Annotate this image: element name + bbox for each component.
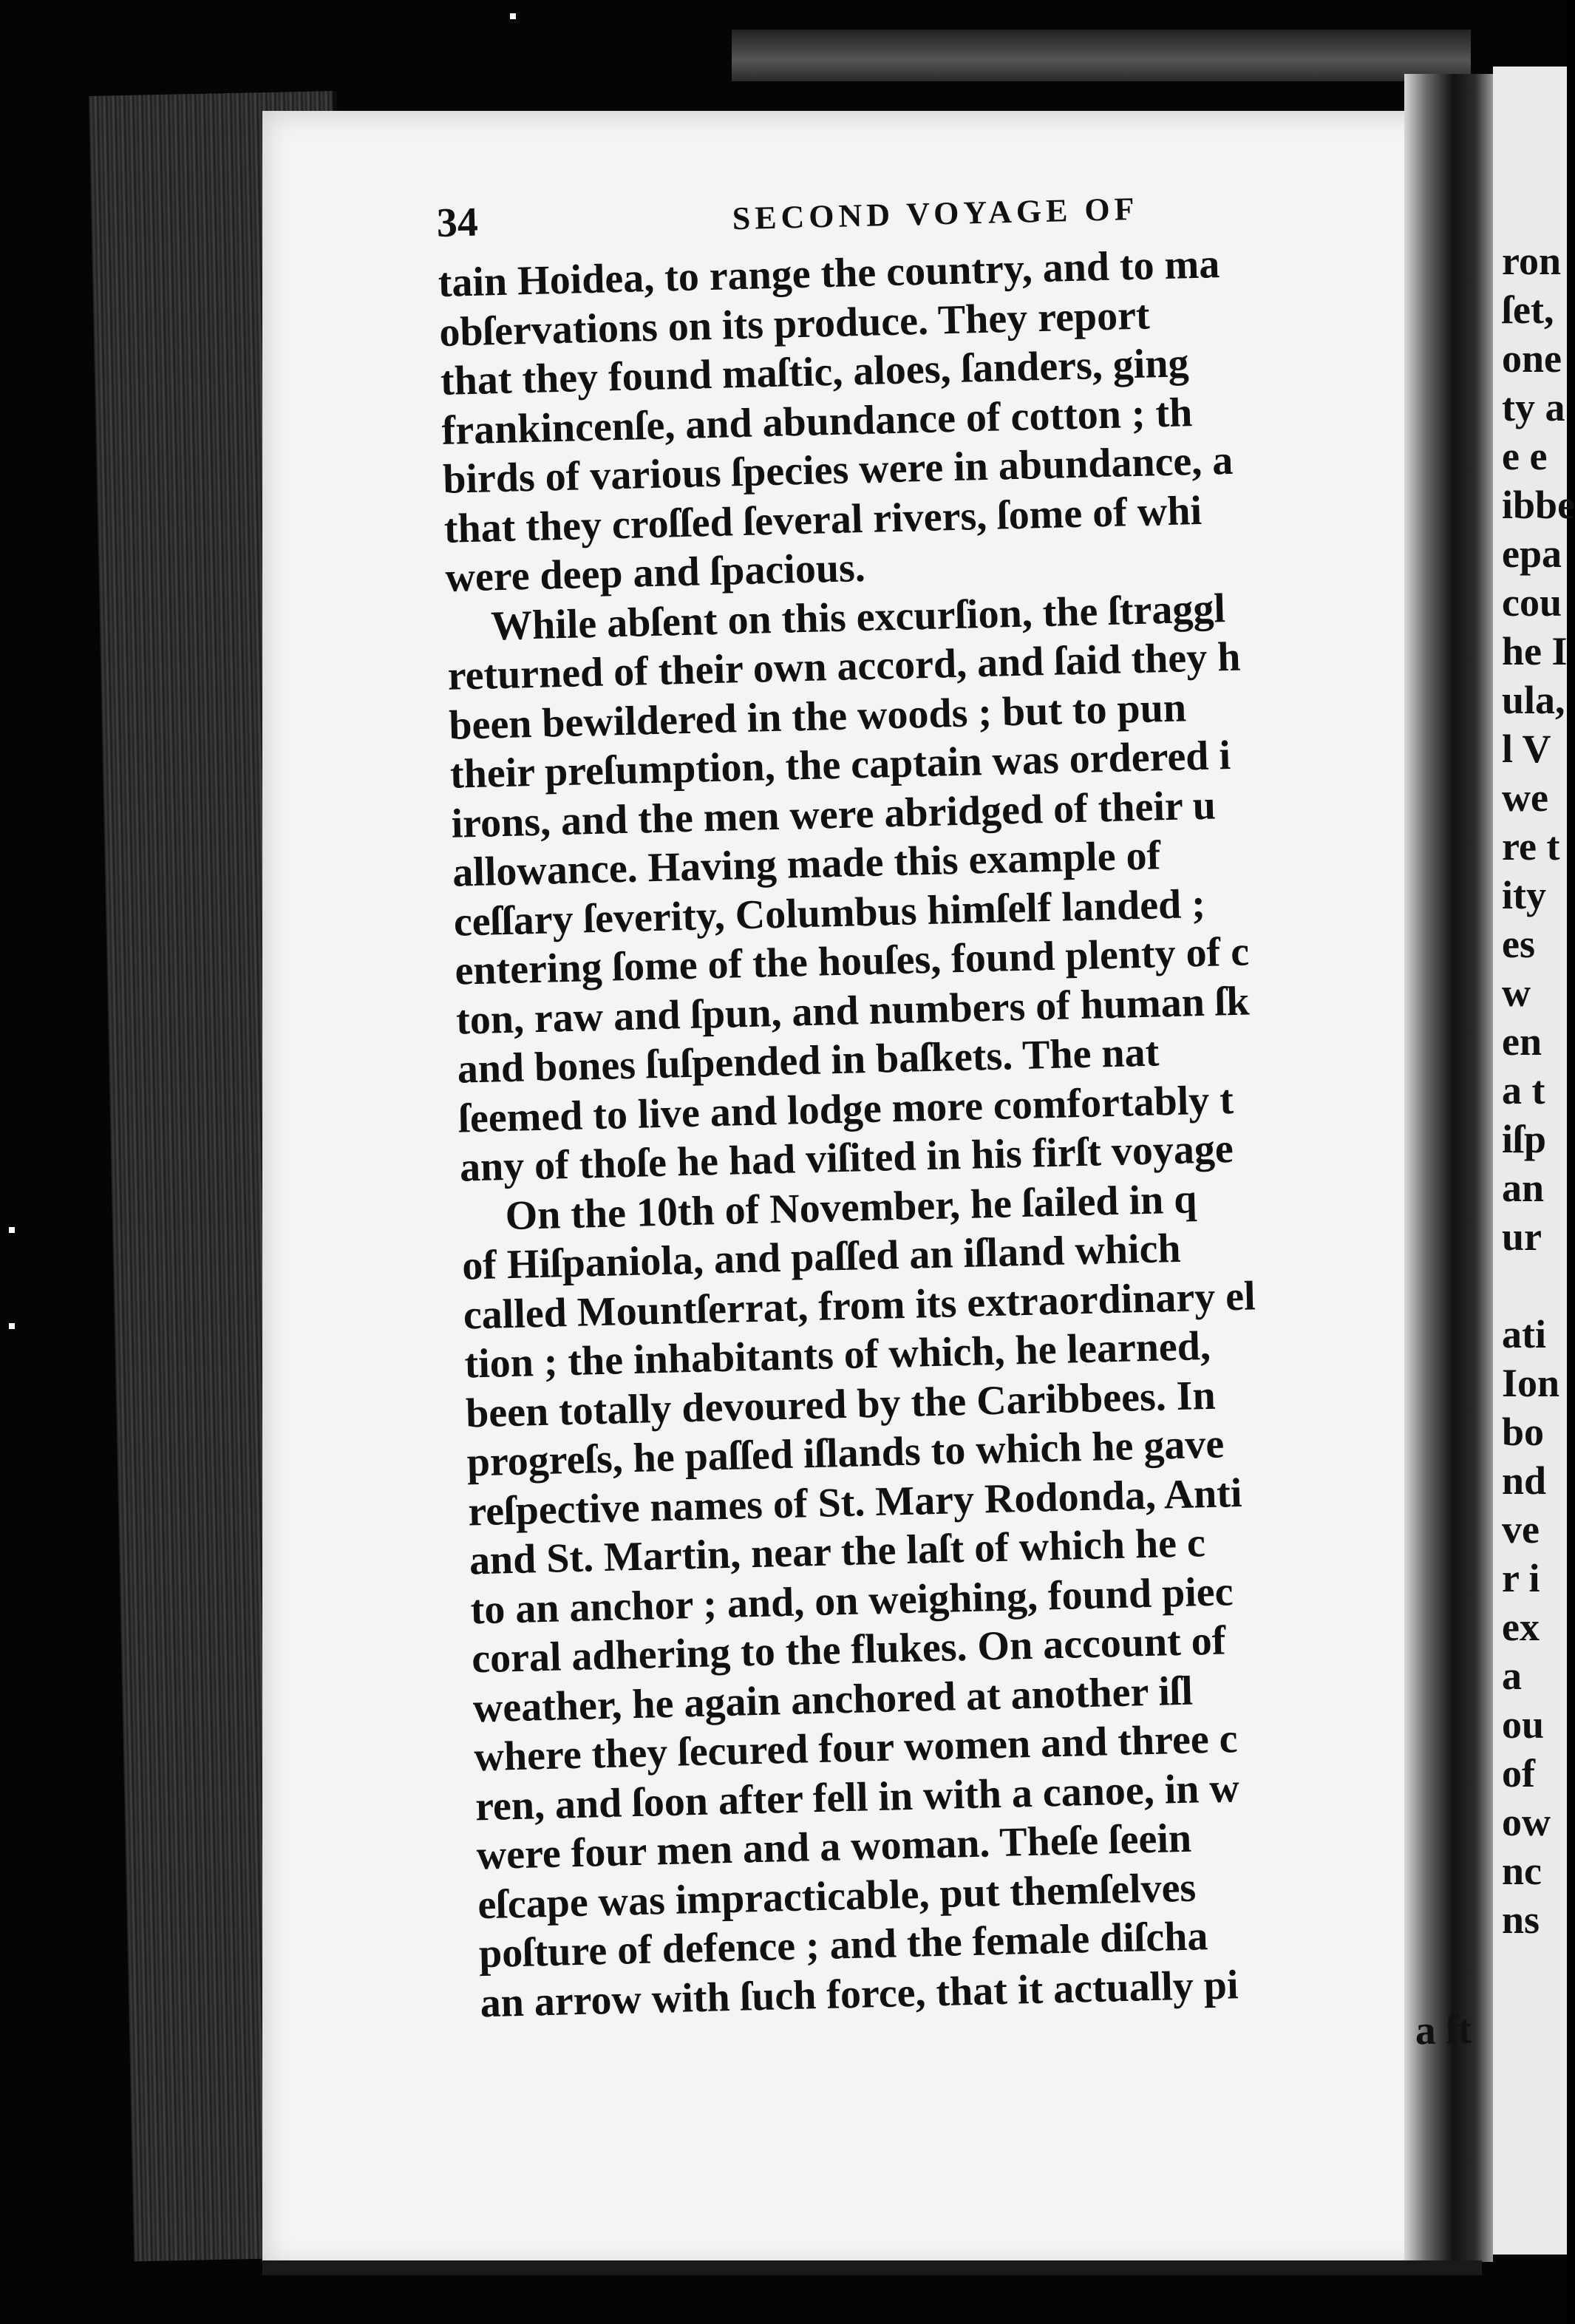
text-line: called Mountſerrat, from its extraordinary el [463,1272,1256,1339]
text-line: ren, and ſoon after fell in with a canoe, in w [474,1764,1240,1829]
text-line: tion ; the inhabitants of which, he learned, [463,1322,1211,1387]
text-line: On the 10th of November, he ſailed in q [504,1175,1198,1239]
text-line: weather, he again anchored at another iſl [472,1668,1194,1731]
facing-page-fragment: nd [1502,1458,1547,1503]
facing-page-fragment: l V [1502,727,1551,771]
body-text [438,234,1471,2028]
facing-page-fragment: iſp [1502,1117,1547,1161]
facing-page-fragment: ſet, [1502,288,1554,332]
top-page-edge [732,30,1471,81]
text-line: poſture of defence ; and the female diſcha [478,1913,1209,1977]
page-text-block [436,175,1474,2180]
facing-page-fragment: a [1502,1654,1522,1698]
facing-page-fragment: a t [1502,1068,1545,1112]
facing-page-fragment: we [1502,775,1548,820]
text-line: were four men and a woman. Theſe ſeein [475,1815,1192,1879]
text-line: that they found maſtic, aloes, ſanders, ging [440,340,1190,404]
text-line: coral adhering to the flukes. On account of [471,1617,1227,1682]
facing-page-fragment: he I [1502,629,1568,673]
page-number: 34 [436,199,479,246]
facing-page-fragment [1502,1261,1568,1310]
text-line: an arrow with ſuch force, that it actually pi [479,1961,1239,2026]
text-line: obſervations on its produce. They report [438,291,1151,356]
facing-page-fragment: r i [1502,1556,1540,1600]
facing-page-fragment: one [1502,336,1562,381]
text-line: any of thoſe he had viſited in his firſt voyage [459,1126,1234,1191]
text-line: frankincenſe, and abundance of cotton ; th [440,389,1193,454]
facing-page-fragment: e e [1502,434,1548,478]
text-line: allowance. Having made this example of [452,832,1161,896]
facing-page-fragment: ow [1502,1800,1551,1844]
facing-page-text [1502,237,1575,1944]
text-line: where they ſecured four women and three c [473,1716,1239,1781]
text-line: reſpective names of St. Mary Rodonda, Anti [467,1470,1243,1535]
text-line: to an anchor ; and, on weighing, found piec [469,1568,1234,1633]
text-line: ton, raw and ſpun, and numbers of human ſk [455,977,1251,1044]
text-line: entering ſome of the houſes, found plenty of c [454,928,1250,994]
facing-page-fragment: of [1502,1751,1535,1795]
facing-page-fragment: Ion [1502,1361,1560,1405]
text-line: eſcape was impracticable, put themſelves [477,1864,1197,1928]
text-line: birds of various ſpecies were in abundance, a [442,437,1234,503]
catchword: a ſt [1414,2006,1472,2054]
text-line: irons, and the men were abridged of their u [450,781,1217,847]
text-line: ceſſary ſeverity, Columbus himſelf landed ; [453,880,1206,945]
facing-page-fragment: ve [1502,1507,1540,1552]
text-line: of Hiſpaniola, and paſſed an iſland which [461,1225,1182,1289]
text-line: their preſumption, the captain was ordered i [449,732,1231,798]
text-line: been bewildered in the woods ; but to pun [448,684,1187,749]
facing-page-fragment: ron [1502,239,1562,283]
facing-page-fragment: epa [1502,531,1562,576]
facing-page-fragment: nc [1502,1849,1542,1893]
text-line: were deep and ſpacious. [444,544,866,601]
text-line: While abſent on this excurſion, the ſtraggl [490,585,1226,649]
scan-speck [9,1323,15,1329]
text-line: been totally devoured by the Caribbees. In [465,1372,1217,1437]
facing-page-fragment: ibbe [1502,483,1575,527]
scan-speck [9,1227,15,1233]
facing-page-fragment: an [1502,1166,1545,1210]
facing-page-fragment: ati [1502,1312,1546,1356]
running-head-title: SECOND VOYAGE OF [732,190,1140,237]
facing-page-fragment: en [1502,1019,1542,1064]
text-line: progreſs, he paſſed iſlands to which he gave [466,1421,1225,1486]
text-line: returned of their own accord, and ſaid they h [447,633,1242,699]
facing-page-fragment: es [1502,922,1535,966]
text-line: and St. Martin, near the laſt of which he c [469,1520,1206,1584]
facing-page-fragment: ty a [1502,385,1565,429]
facing-page-fragment: ex [1502,1605,1540,1649]
scan-speck [510,13,516,19]
facing-page-fragment: cou [1502,580,1562,625]
text-line: that they croſſed ſeveral rivers, ſome of whi [443,487,1202,552]
text-line: ſeemed to live and lodge more comfortably t [457,1076,1234,1142]
facing-page-fragment: ity [1502,873,1546,917]
facing-page-fragment: ou [1502,1702,1545,1747]
facing-page-fragment: w [1502,971,1531,1015]
facing-page-fragment: re t [1502,824,1560,869]
bottom-page-edge [262,2260,1482,2275]
facing-page-fragment: ula, [1502,678,1565,722]
facing-page-fragment: bo [1502,1410,1545,1454]
text-line: and bones ſuſpended in baſkets. The nat [456,1029,1160,1093]
facing-page-fragment: ur [1502,1214,1542,1259]
text-line: tain Hoidea, to range the country, and to ma [438,241,1220,306]
facing-page-fragment: ns [1502,1897,1540,1942]
